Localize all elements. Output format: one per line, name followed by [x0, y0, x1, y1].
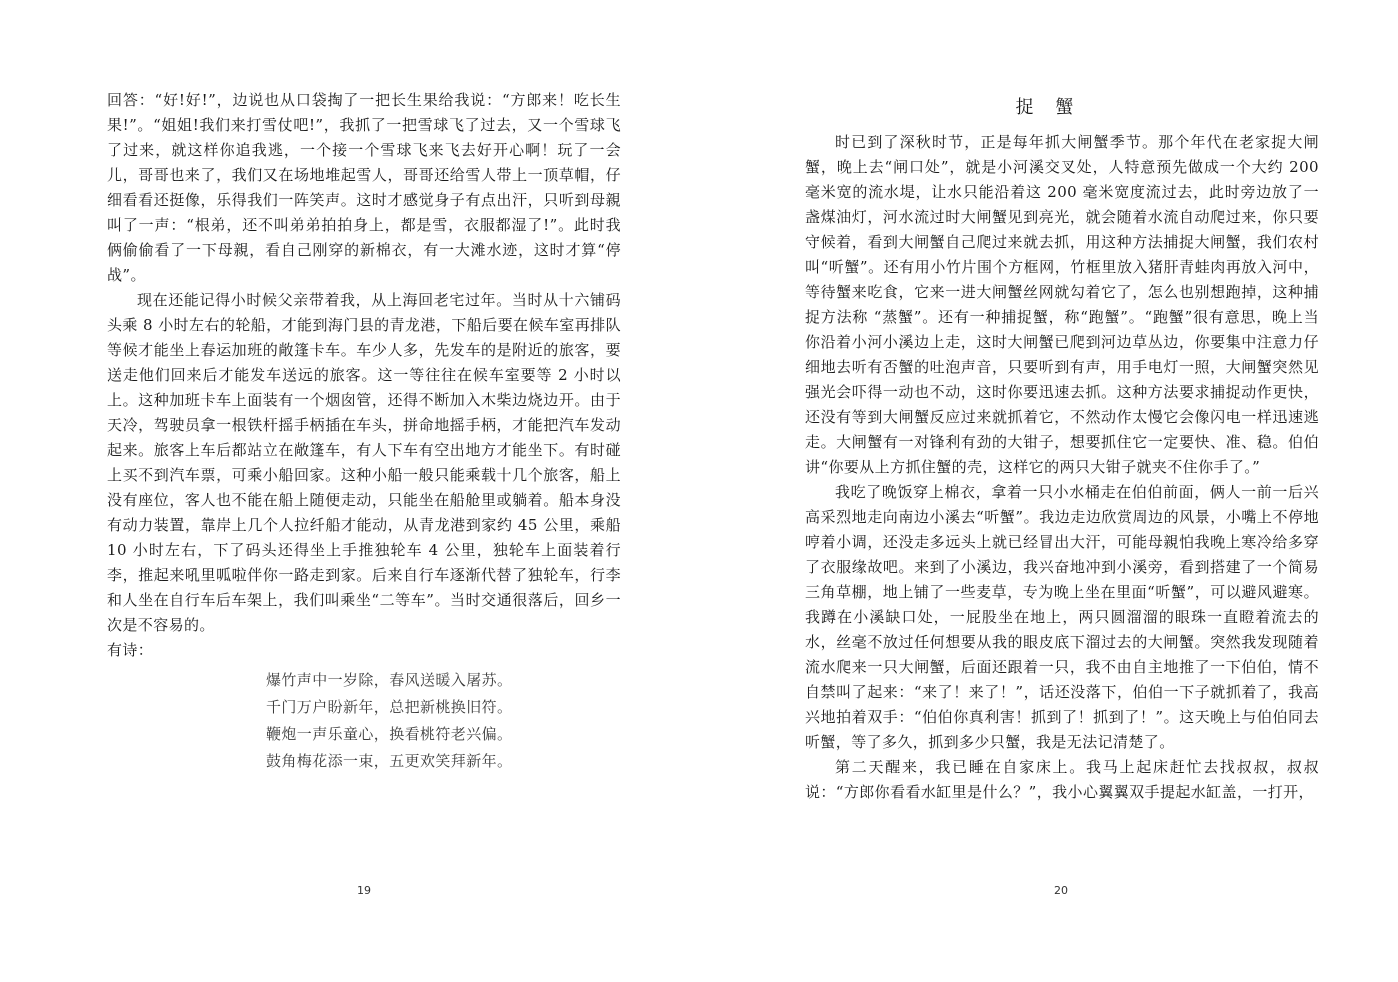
right-page: [699, 0, 1398, 982]
poem-line: 爆竹声中一岁除，春风送暖入屠苏。: [266, 671, 513, 689]
poem-line: 鞭炮一声乐童心，换看桃符老兴偏。: [266, 725, 513, 743]
left-paragraph-1: 回答：“好!好!”，边说也从口袋掏了一把长生果给我说：“方郎来！吃长生果!”。“姐姐!我们来打雪仗吧!”，我抓了一把雪球飞了过去，又一个雪球飞了过来，就这样你追我逃，一个接一个雪球飞来飞去好开心啊！玩了一会儿，哥哥也来了，我们又在场地堆起雪人，哥哥还给雪人带上一顶草帽，仔细看看还挺像，乐得我们一阵笑声。这时才感觉身子有点出汗，只听到母親叫了一声：“根弟，还不叫弟弟拍拍身上，都是雪，衣服都湿了!”。此时我俩偷偷看了一下母親，看自己刚穿的新棉衣，有一大滩水迹，这时才算“停战”。: [107, 91, 621, 284]
right-paragraph-3: 第二天醒来，我已睡在自家床上。我马上起床赶忙去找叔叔，叔叔说：“方郎你看看水缸里是什么？”，我小心翼翼双手提起水缸盖，一打开，: [805, 758, 1319, 801]
left-page-body: [107, 88, 621, 775]
right-paragraph-1: 时已到了深秋时节，正是每年抓大闸蟹季节。那个年代在老家捉大闸蟹，晚上去“闸口处”，就是小河溪交叉处，人特意预先做成一个大约 200 毫米宽的流水堤，让水只能沿着这 200 毫米宽度流过去，此时旁边放了一盏煤油灯，河水流过时大闸蟹见到亮光，就会随着水流自动爬过来，你只要守候着，看到大闸蟹自己爬过来就去抓，用这种方法捕捉大闸蟹，我们农村叫“听蟹”。还有用小竹片围个方框网，竹框里放入猪肝青蛙肉再放入河中，等待蟹来吃食，它来一进大闸蟹丝网就勾着它了，怎么也别想跑掉，这种捕捉方法称 “蒸蟹”。还有一种捕捉蟹，称“跑蟹”。“跑蟹”很有意思，晚上当你沿着小河小溪边上走，这时大闸蟹已爬到河边草丛边，你要集中注意力仔细地去听有否蟹的吐泡声音，只要听到有声，用手电灯一照，大闸蟹突然见强光会吓得一动也不动，这时你要迅速去抓。这种方法要求捕捉动作更快，还没有等到大闸蟹反应过来就抓着它，不然动作太慢它会像闪电一样迅速逃走。大闸蟹有一对锋利有劲的大钳子，想要抓住它一定要快、准、稳。伯伯讲“你要从上方抓住蟹的壳，这样它的两只大钳子就夹不住你手了。”: [805, 133, 1319, 476]
poem-line: 鼓角梅花添一束，五更欢笑拜新年。: [266, 752, 513, 770]
right-paragraph-2: 我吃了晚饭穿上棉衣，拿着一只小水桶走在伯伯前面，俩人一前一后兴高采烈地走向南边小溪去“听蟹”。我边走边欣赏周边的风景，小嘴上不停地哼着小调，还没走多远头上就已经冒出大汗，可能母親怕我晚上寒冷给多穿了衣服缘故吧。来到了小溪边，我兴奋地冲到小溪旁，看到搭建了一个简易三角草棚，地上铺了一些麦草，专为晚上坐在里面“听蟹”，可以避风避寒。我蹲在小溪缺口处，一屁股坐在地上，两只圆溜溜的眼珠一直瞪着流去的水，丝毫不放过任何想要从我的眼皮底下溜过去的大闸蟹。突然我发现随着流水爬来一只大闸蟹，后面还跟着一只，我不由自主地推了一下伯伯，情不自禁叫了起来：“来了！来了！”，话还没落下，伯伯一下子就抓着了，我高兴地拍着双手：“伯伯你真利害！抓到了！抓到了！”。这天晚上与伯伯同去听蟹，等了多久，抓到多少只蟹，我是无法记清楚了。: [805, 483, 1319, 751]
page-number-right: 20: [1054, 884, 1068, 897]
left-paragraph-2: 现在还能记得小时候父亲带着我，从上海回老宅过年。当时从十六铺码头乘 8 小时左右的轮船，才能到海门县的青龙港，下船后要在候车室再排队等候才能坐上春运加班的敞篷卡车。车少人多，先发车的是附近的旅客，要送走他们回来后才能发车送远的旅客。这一等往往在候车室要等 2 小时以上。这种加班卡车上面装有一个烟囱管，还得不断加入木柴边烧边开。由于天冷，驾驶员拿一根铁杆摇手柄插在车头，拼命地摇手柄，才能把汽车发动起来。旅客上车后都站立在敞篷车，有人下车有空出地方才能坐下。有时碰上买不到汽车票，可乘小船回家。这种小船一般只能乘载十几个旅客，船上没有座位，客人也不能在船上随便走动，只能坐在船舱里或躺着。船本身没有动力装置，靠岸上几个人拉纤船才能动，从青龙港到家约 45 公里，乘船 10 小时左右，下了码头还得坐上手推独轮车 4 公里，独轮车上面装着行李，推起来吼里呱啦伴你一路走到家。后来自行车逐渐代替了独轮车，行李和人坐在自行车后车架上，我们叫乘坐“二等车”。当时交通很落后，回乡一次是不容易的。: [107, 291, 621, 634]
page-number-left: 19: [357, 884, 371, 897]
right-page-body: [805, 130, 1319, 805]
chapter-title: 捉 蟹: [1015, 97, 1082, 118]
poem-line: 千门万户盼新年，总把新桃换旧符。: [266, 698, 513, 716]
poem: [107, 667, 621, 775]
poem-intro: 有诗：: [107, 641, 154, 659]
